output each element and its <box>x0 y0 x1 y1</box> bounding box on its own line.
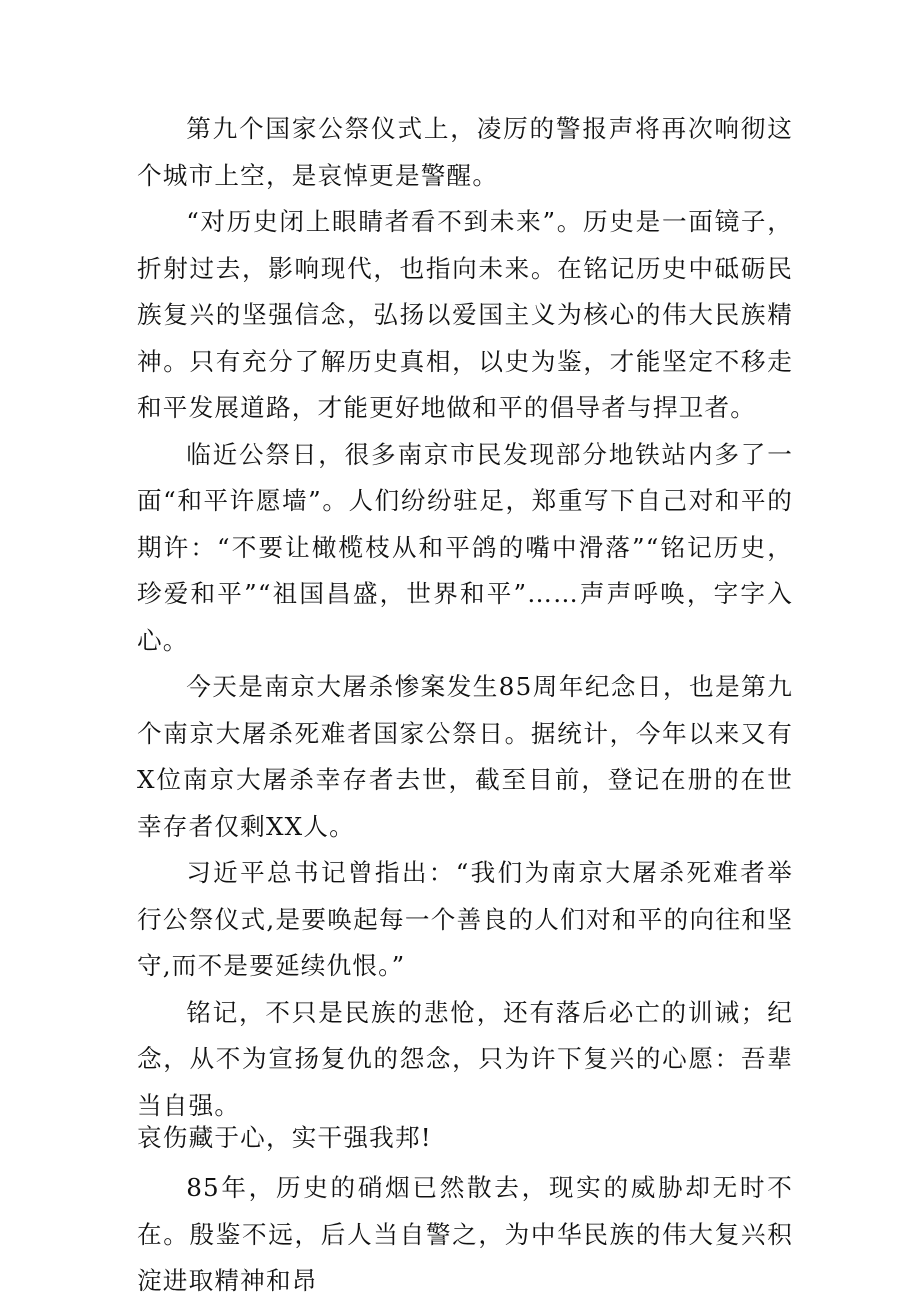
paragraph-anniversary: 今天是南京大屠杀惨案发生85周年纪念日，也是第九个南京大屠杀死难者国家公祭日。据统计，今年以来又有X位南京大屠杀幸存者去世，截至目前，登记在册的在世幸存者仅剩XX人。 <box>137 672 793 841</box>
flush-line: 哀伤藏于心，实干强我邦! <box>137 1123 432 1152</box>
paragraph-85-years: 85年，历史的硝烟已然散去，现实的威胁却无时不在。殷鉴不远，后人当自警之，为中华民族的伟大复兴积淀进取精神和昂 <box>137 1173 793 1295</box>
paragraph-remembrance: 铭记，不只是民族的悲怆，还有落后必亡的训诫；纪念，从不为宣扬复仇的怨念，只为许下复兴的心愿：吾辈当自强。 <box>137 997 793 1120</box>
document-body <box>137 106 793 1305</box>
paragraph-history-mirror: “对历史闭上眼睛者看不到未来”。历史是一面镜子，折射过去，影响现代，也指向未来。在铭记历史中砥砺民族复兴的坚强信念，弘扬以爱国主义为核心的伟大民族精神。只有充分了解历史真相，以史为鉴，才能坚定不移走和平发展道路，才能更好地做和平的倡导者与捍卫者。 <box>137 207 793 422</box>
paragraph-quote: 习近平总书记曾指出：“我们为南京大屠杀死难者举行公祭仪式,是要唤起每一个善良的人们对和平的向往和坚守,而不是要延续仇恨。” <box>137 858 793 980</box>
paragraph-peace-wall: 临近公祭日，很多南京市民发现部分地铁站内多了一面“和平许愿墙”。人们纷纷驻足，郑重写下自己对和平的期许：“不要让橄榄枝从和平鸽的嘴中滑落”“铭记历史，珍爱和平”“祖国昌盛，世界和平”……声声呼唤，字字入心。 <box>137 439 793 655</box>
paragraph-memorial-ceremony: 第九个国家公祭仪式上，凌厉的警报声将再次响彻这个城市上空，是哀悼更是警醒。 <box>137 114 793 190</box>
